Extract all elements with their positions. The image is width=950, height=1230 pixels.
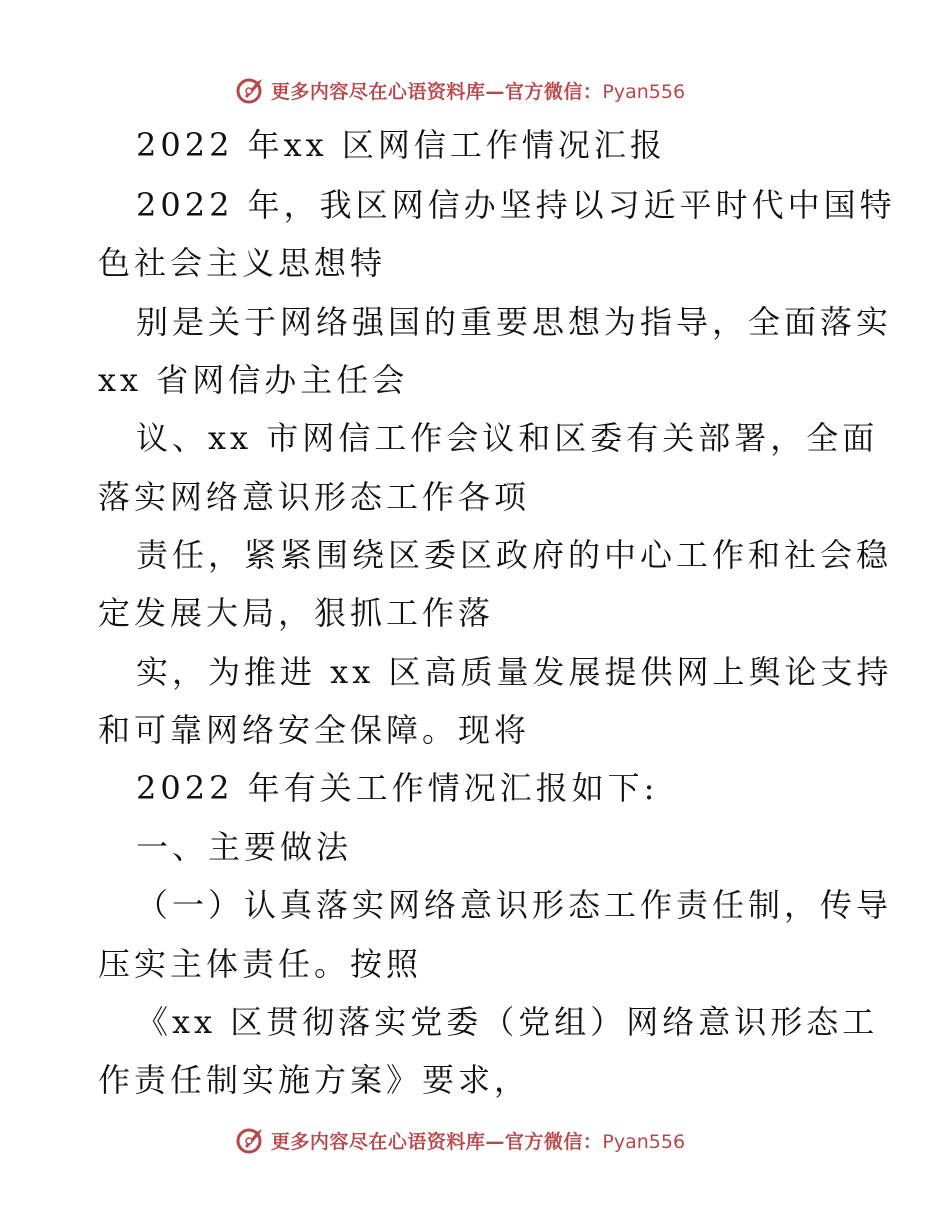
watermark-id: Pyan556	[602, 80, 686, 103]
text-line: 落实网络意识形态工作各项	[98, 478, 531, 516]
text-line: 议、xx 市网信工作会议和区委有关部署，全面	[136, 419, 879, 457]
text-line: 作责任制实施方案》要求，	[98, 1061, 531, 1099]
pen-nib-circle-icon	[235, 1124, 267, 1156]
watermark-footer	[0, 1120, 950, 1160]
text-line: 色社会主义思想特	[98, 244, 387, 282]
text-line: 《xx 区贯彻落实党委（党组）网络意识形态工	[136, 1003, 879, 1041]
text-line: 2022 年有关工作情况汇报如下:	[136, 769, 659, 807]
watermark-text: 更多内容尽在心语资料库—官方微信：Pyan556	[270, 80, 686, 103]
text-line: 压实主体责任。按照	[98, 945, 423, 983]
text-line: 定发展大局，狠抓工作落	[98, 594, 495, 632]
text-line: xx 省网信办主任会	[98, 361, 409, 399]
text-line: 别是关于网络强国的重要思想为指导，全面落实	[136, 303, 893, 341]
watermark-text: 更多内容尽在心语资料库—官方微信：Pyan556	[270, 1130, 686, 1153]
watermark-id: Pyan556	[602, 1130, 686, 1153]
section-heading: 一、主要做法	[136, 828, 353, 866]
watermark-header	[0, 70, 950, 110]
text-line: 和可靠网络安全保障。现将	[98, 711, 531, 749]
subsection-heading: （一）认真落实网络意识形态工作责任制，传导	[136, 886, 893, 924]
text-line: 实，为推进 xx 区高质量发展提供网上舆论支持	[136, 653, 893, 691]
pen-nib-circle-icon	[235, 74, 267, 106]
document-title: 2022 年xx 区网信工作情况汇报	[136, 126, 666, 164]
text-line: 责任，紧紧围绕区委区政府的中心工作和社会稳	[136, 536, 893, 574]
text-line: 2022 年，我区网信办坚持以习近平时代中国特	[136, 186, 896, 224]
